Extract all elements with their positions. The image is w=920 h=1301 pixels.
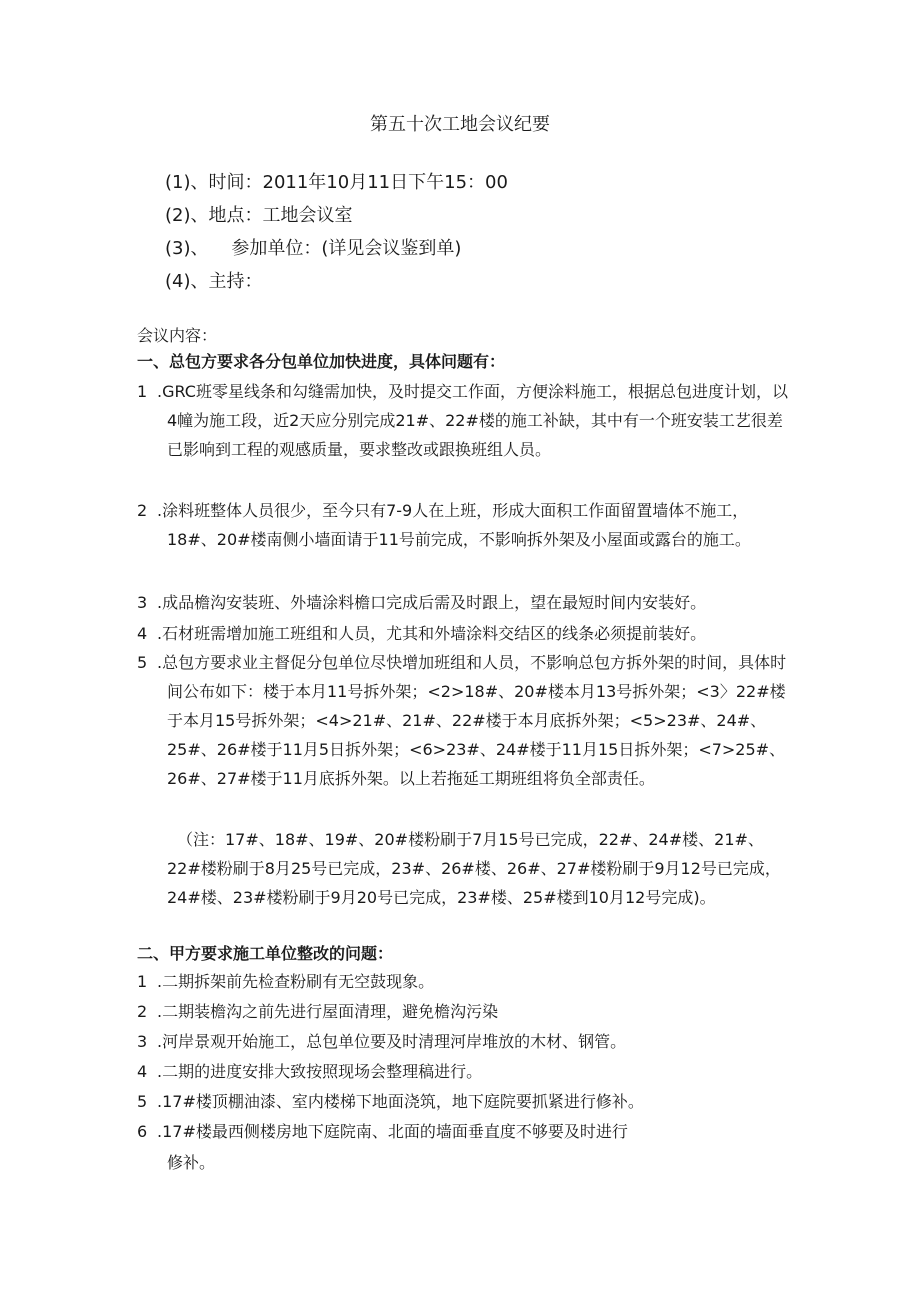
item-text: .二期拆架前先检查粉刷有无空鼓现象。 (157, 972, 435, 991)
item-text: .成品檐沟安装班、外墙涂料檐口完成后需及时跟上，望在最短时间内安装好。 (157, 593, 707, 612)
section-1-item-3 (137, 588, 797, 617)
item-number: 1 (137, 382, 148, 401)
info-location: (2)、地点：工地会议室 (165, 205, 353, 226)
section-1-item-4 (137, 619, 797, 648)
item-text: .石材班需增加施工班组和人员，尤其和外墙涂料交结区的线条必须提前装好。 (157, 624, 707, 643)
info-host: (4)、主持： (165, 271, 263, 292)
section-2-item-5 (137, 1087, 797, 1116)
item-text: .17#楼最西侧楼房地下庭院南、北面的墙面垂直度不够要及时进行 (157, 1122, 628, 1141)
item-number: 4 (137, 1062, 148, 1081)
item-text: .17#楼顶棚油漆、室内楼梯下地面浇筑，地下庭院要抓紧进行修补。 (157, 1092, 644, 1111)
section-2-item-2 (137, 997, 797, 1026)
section-2-item-6 (137, 1117, 797, 1146)
section-1-item-1 (137, 377, 797, 464)
section-2-item-4 (137, 1057, 797, 1086)
section-1-heading: 一、总包方要求各分包单位加快进度，具体问题有： (137, 352, 506, 371)
item-number: 2 (137, 1002, 148, 1021)
item-number: 5 (137, 1092, 148, 1111)
item-text: .二期的进度安排大致按照现场会整理稿进行。 (157, 1062, 483, 1081)
section-2-item-1 (137, 967, 797, 996)
item-text: .GRC班零星线条和勾缝需加快，及时提交工作面，方便涂料施工，根据总包进度计划，以4幢为施工段，近2天应分别完成21#、22#楼的施工补缺，其中有一个班安装工艺很差已影响到工程的观感质量，要求整改或跟换班组人员。 (157, 382, 788, 459)
info-participants: (3)、 参加单位：(详见会议鉴到单) (165, 238, 462, 259)
item-number: 3 (137, 1032, 148, 1051)
section-2-item-6-continuation: 修补。 (167, 1153, 216, 1172)
item-number: 4 (137, 624, 148, 643)
section-1-item-2 (137, 496, 797, 554)
item-number: 1 (137, 972, 148, 991)
item-text: .总包方要求业主督促分包单位尽快增加班组和人员，不影响总包方拆外架的时间，具体时间公布如下：楼于本月11号拆外架；<2>18#、20#楼本月13号拆外架；<3〉22#楼于本月15号拆外架；<4>21#、21#、22#楼于本月底拆外架；<5>23#、24#、25#、26#楼于11月5日拆外架；<6>23#、24#楼于11月15日拆外架；<7>25#、26#、27#楼于11月底拆外架。以上若拖延工期班组将负全部责任。 (157, 653, 787, 788)
item-number: 3 (137, 593, 148, 612)
section-1-item-5 (137, 648, 797, 793)
document-title: 第五十次工地会议纪要 (370, 114, 550, 135)
item-text: .二期装檐沟之前先进行屋面清理，避免檐沟污染 (157, 1002, 499, 1021)
section-2-heading: 二、甲方要求施工单位整改的问题： (137, 944, 394, 963)
item-number: 2 (137, 501, 148, 520)
section-1-note: （注：17#、18#、19#、20#楼粉刷于7月15号已完成，22#、24#楼、21#、22#楼粉刷于8月25号已完成，23#、26#楼、26#、27#楼粉刷于9月12号已完成，24#楼、23#楼粉刷于9月20号已完成，23#楼、25#楼到10月12号完成)。 (167, 830, 781, 907)
content-label: 会议内容： (137, 326, 218, 345)
section-2-item-3 (137, 1027, 797, 1056)
item-text: .河岸景观开始施工，总包单位要及时清理河岸堆放的木材、钢管。 (157, 1032, 627, 1051)
item-number: 5 (137, 653, 148, 672)
item-number: 6 (137, 1122, 148, 1141)
info-time: (1)、时间：2011年10月11日下午15：00 (165, 172, 508, 193)
item-text: .涂料班整体人员很少，至今只有7-9人在上班，形成大面积工作面留置墙体不施工，18#、20#楼南侧小墙面请于11号前完成，不影响拆外架及小屋面或露台的施工。 (157, 501, 751, 549)
